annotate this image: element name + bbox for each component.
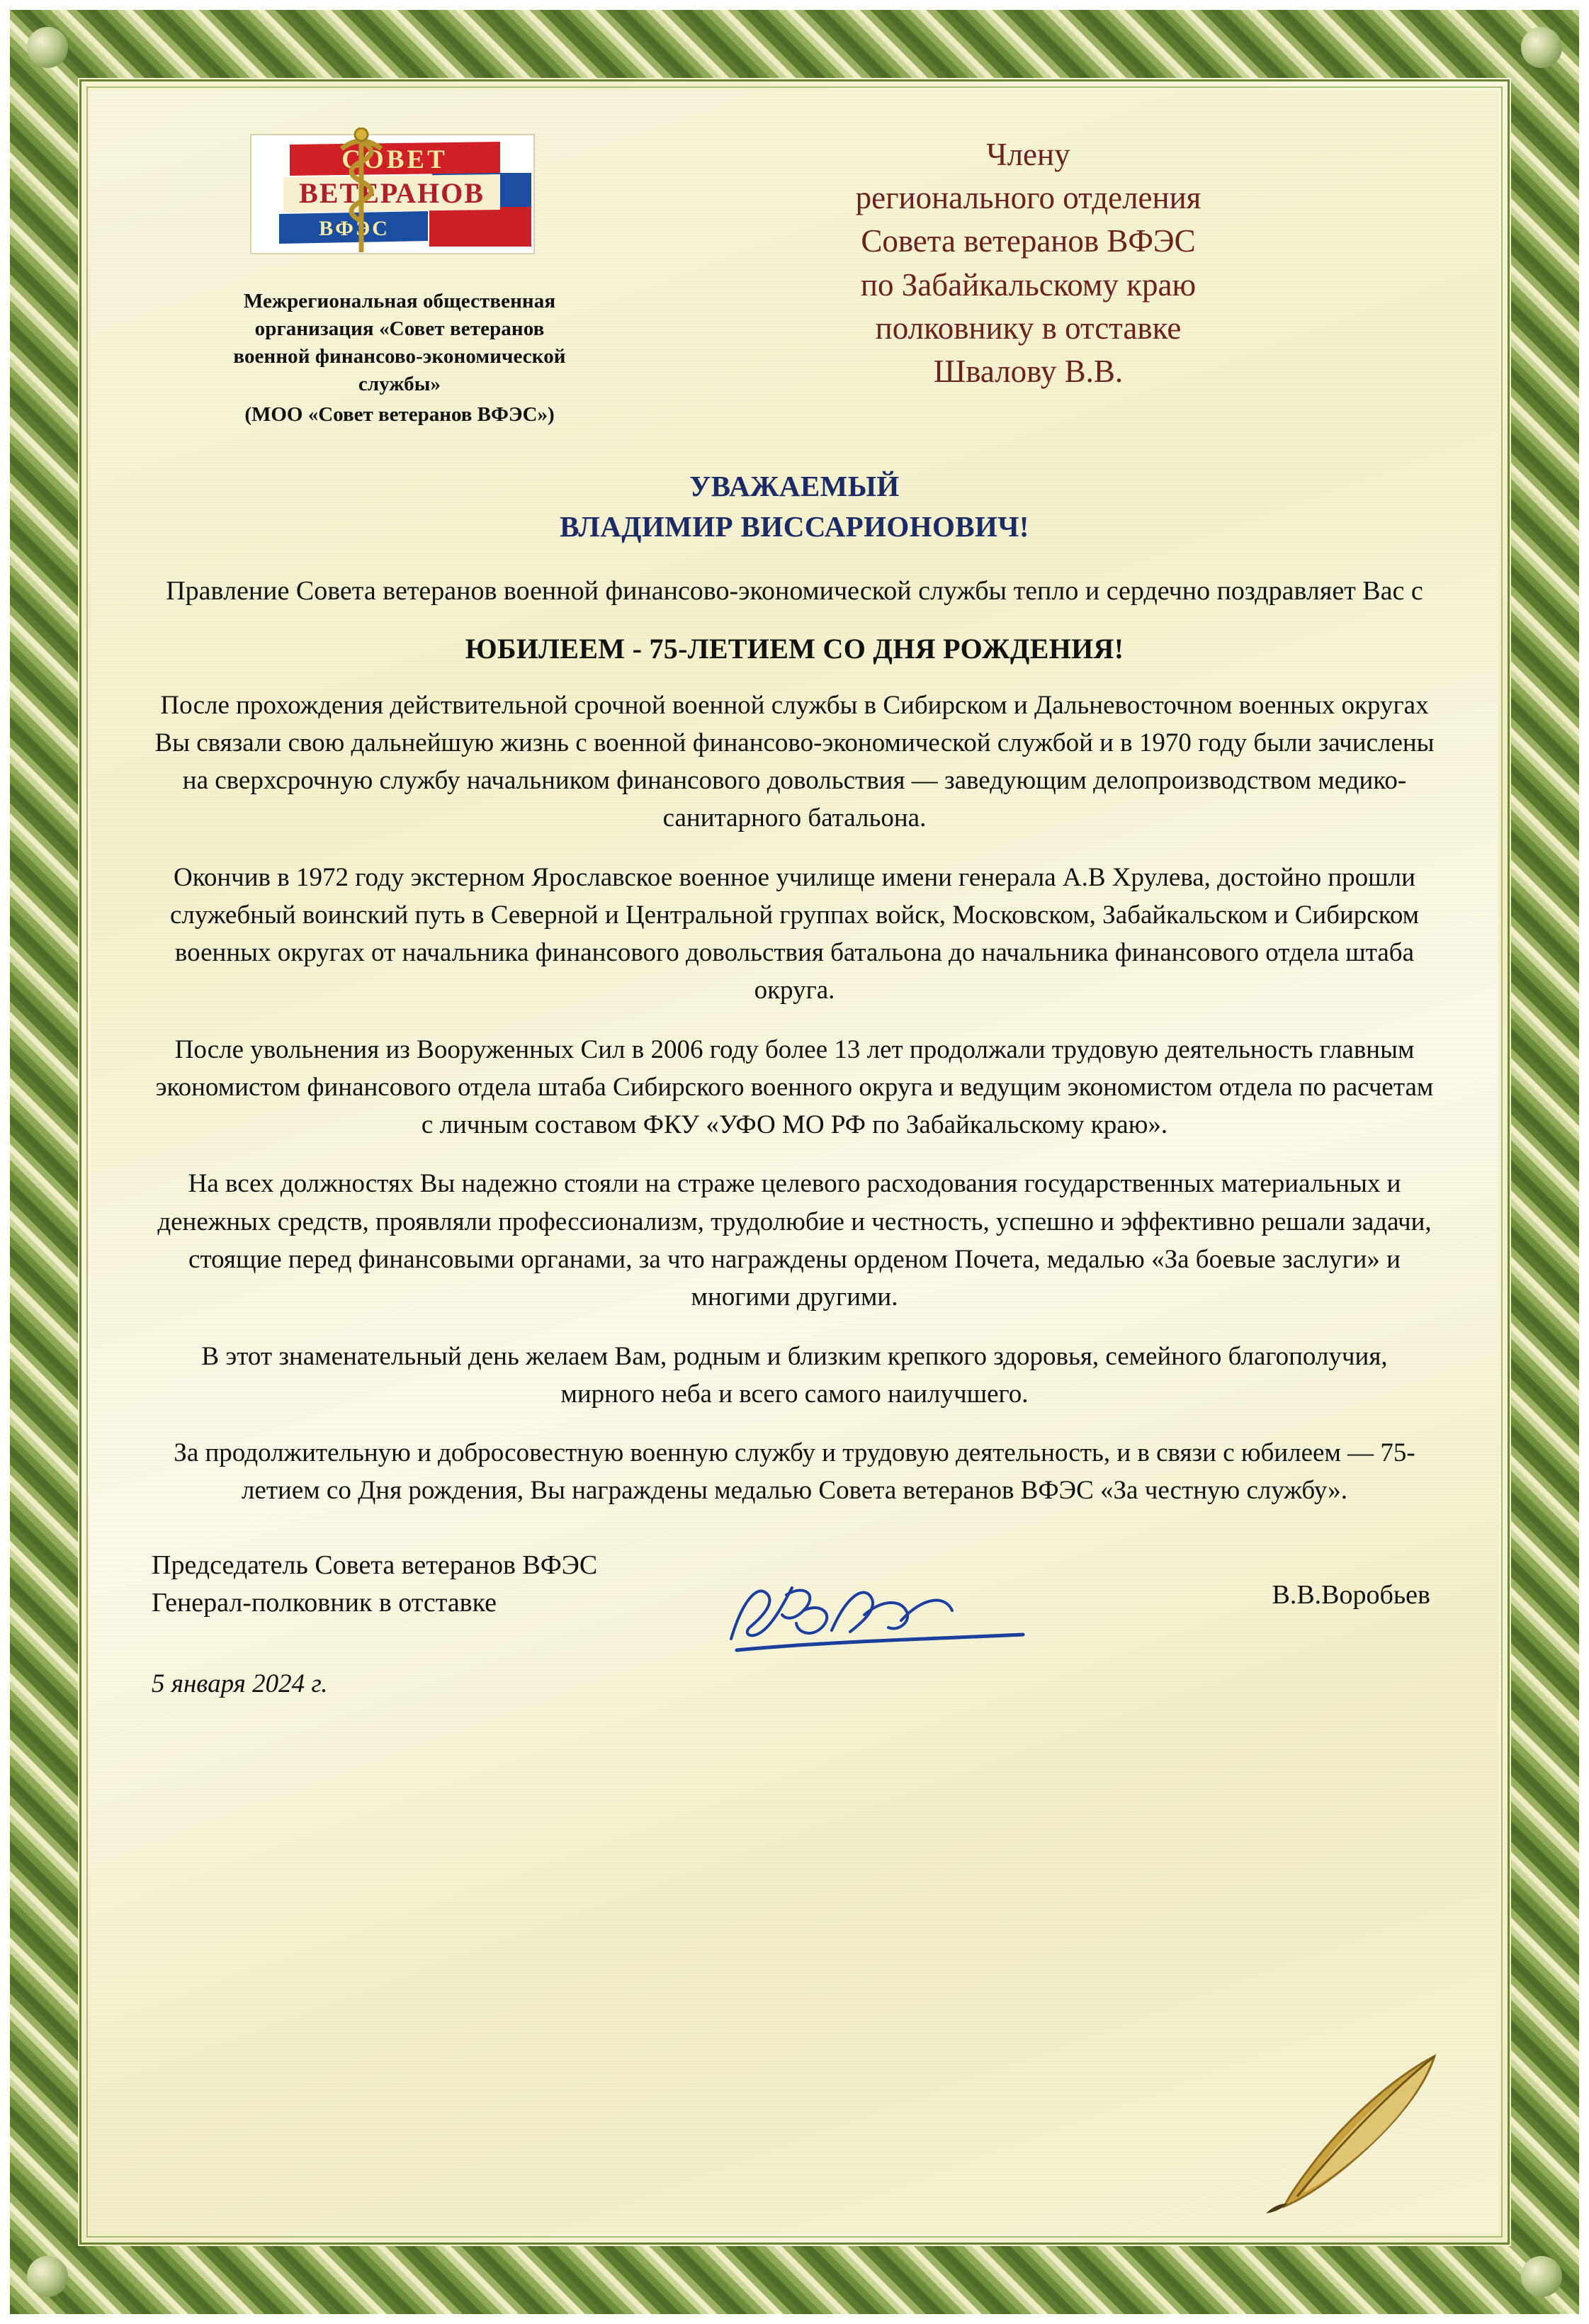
addressee-line-5: полковнику в отставке (875, 310, 1182, 346)
organization-name (152, 288, 648, 397)
header (152, 115, 1437, 427)
corner-ornament-top-left (27, 27, 68, 68)
lead-paragraph: Правление Совета ветеранов военной финансово-экономической службы тепло и сердечно поздравляет Вас с (166, 575, 1423, 606)
document-date: 5 января 2024 г. (152, 1669, 328, 1698)
signatory-name: В.В.Воробьев (1272, 1579, 1430, 1610)
salutation (152, 466, 1437, 546)
organization-name-line-3: военной финансово-экономической (233, 344, 566, 368)
certificate-content (91, 91, 1498, 2233)
certificate-inner-paper (91, 91, 1498, 2233)
body-paragraph-1: После прохождения действительной срочной военной службы в Сибирском и Дальневосточном военных округах Вы связали свою дальнейшую жизнь с военной финансово-экономической службой и в 1970 году были зачислены на сверхсрочную службу начальником финансового довольствия — заведующим делопроизводством медико-санитарного батальона. (154, 690, 1435, 833)
addressee-line-3: Совета ветеранов ВФЭС (861, 223, 1196, 259)
organization-block (152, 115, 648, 427)
body-paragraph-5: В этот знаменательный день желаем Вам, родным и близким крепкого здоровья, семейного благополучия, мирного неба и всего самого наилучшего. (201, 1341, 1388, 1409)
addressee-line-4: по Забайкальскому краю (860, 266, 1197, 303)
signature-block (152, 1547, 1437, 1622)
organization-name-line-2: организация «Совет ветеранов (254, 317, 545, 340)
organization-name-line-4: службы» (358, 372, 441, 395)
salutation-line-1: УВАЖАЕМЫЙ (689, 470, 900, 503)
corner-ornament-bottom-right (1521, 2256, 1562, 2297)
body-paragraph-2: Окончив в 1972 году экстерном Ярославское военное училище имени генерала А.В Хрулева, достойно прошли служебный воинский путь в Северной и Центральной группах войск, Московском, Забайкальском и Сибирском военных округах от начальника финансового довольствия батальона до начальника финансового отдела штаба округа. (169, 862, 1420, 1005)
signatory-title (152, 1547, 597, 1622)
salutation-line-2: ВЛАДИМИР ВИССАРИОНОВИЧ! (560, 510, 1029, 543)
body-paragraph-4: На всех должностях Вы надежно стояли на страже целевого расходования государственных материальных и денежных средств, проявляли профессионализм, трудолюбие и честность, успешно и эффективно решали задачи, стоящие перед финансовыми органами, за что награждены орденом Почета, медалью «За боевые заслуги» и многими другими. (157, 1169, 1432, 1312)
signatory-title-line-2: Генерал-полковник в отставке (152, 1587, 497, 1618)
quill-pen-icon (1222, 2039, 1456, 2216)
addressee-line-1: Члену (986, 137, 1070, 172)
signatory-title-line-1: Председатель Совета ветеранов ВФЭС (152, 1550, 598, 1580)
addressee-line-2: регионального отделения (855, 180, 1201, 216)
svg-text:ВЕТЕРАНОВ: ВЕТЕРАНОВ (299, 177, 485, 209)
body-paragraph-3: После увольнения из Вооруженных Сил в 2006 году более 13 лет продолжали трудовую деятельность главным экономистом финансового отдела штаба Сибирского военного округа и ведущим экономистом отдела по расчетам с личным составом ФКУ «УФО МО РФ по Забайкальскому краю». (155, 1034, 1434, 1140)
addressee-line-6: Швалову В.В. (933, 353, 1124, 389)
corner-ornament-bottom-left (27, 2256, 68, 2297)
svg-text:ВФЭС: ВФЭС (319, 217, 390, 240)
svg-text:СОВЕТ: СОВЕТ (341, 145, 448, 174)
body-paragraph-6: За продолжительную и добросовестную военную службу и трудовую деятельность, и в связи с юбилеем — 75-летием со Дня рождения, Вы награждены медалью Совета ветеранов ВФЭС «За честную службу». (174, 1438, 1415, 1506)
organization-name-line-1: Межрегиональная общественная (243, 290, 556, 312)
occasion-heading: ЮБИЛЕЕМ - 75-ЛЕТИЕМ СО ДНЯ РОЖДЕНИЯ! (465, 632, 1124, 665)
organization-logo (222, 128, 577, 276)
corner-ornament-top-right (1521, 27, 1562, 68)
organization-short-name: (МОО «Совет ветеранов ВФЭС») (244, 403, 555, 427)
addressee-block (648, 115, 1437, 393)
